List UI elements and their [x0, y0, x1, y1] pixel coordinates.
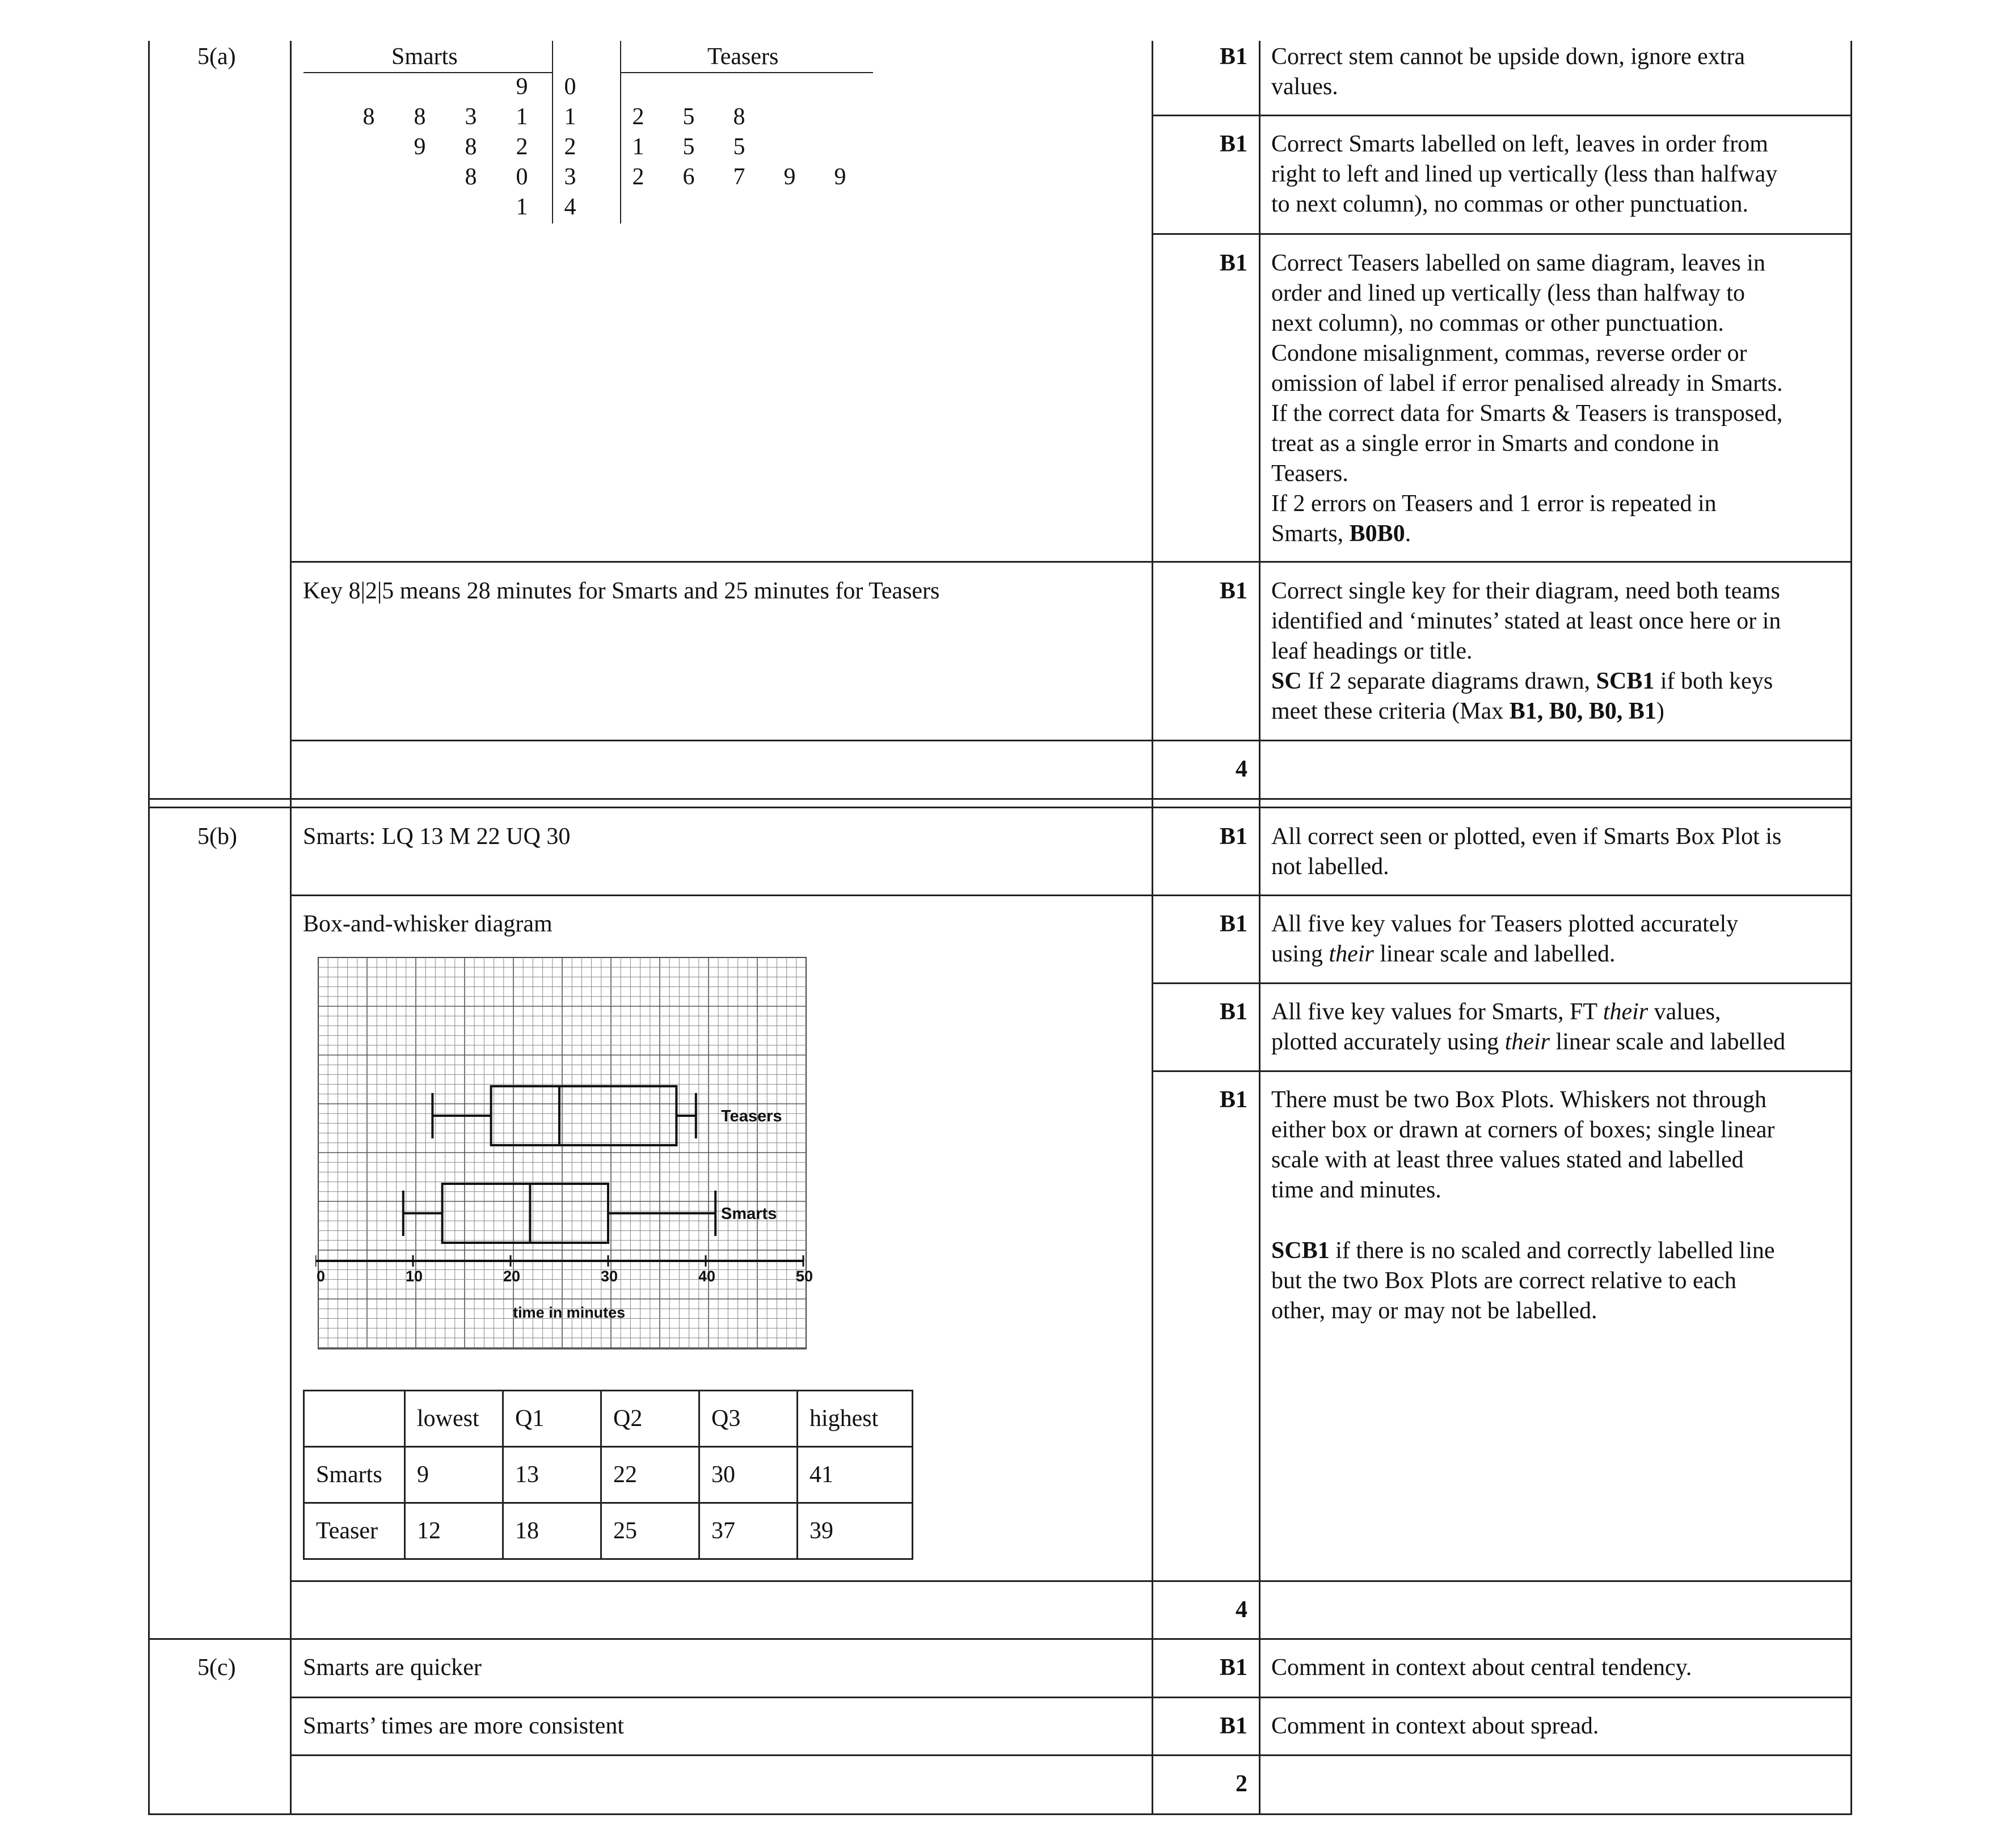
guidance-5b-4: There must be two Box Plots. Whiskers not through either box or drawn at corners of boxes; single linear scale with at least three values stated and labelled time and minutes. — [1271, 1087, 1775, 1203]
summary-cell: 18 — [503, 1503, 601, 1559]
total-5b: 4 — [1236, 1597, 1247, 1623]
guidance-5a-3: Correct Teasers labelled on same diagram, leaves in order and lined up vertically (less than halfway to next column), no commas or other punctuation. Condone misalignment, commas, reverse order or omission of label if error penalised already in Smarts. If the correct data for Smarts & Teasers is transposed, treat as a single error in Smarts and condone in Teasers. If 2 errors on Teasers and 1 error is repeated in Smarts, B0B0. — [1271, 250, 1783, 547]
summary-header-cell — [304, 1391, 405, 1447]
mark-5b-1: B1 — [1219, 824, 1247, 850]
series-label: Teasers — [721, 1107, 782, 1125]
guidance-5a-1: Correct stem cannot be upside down, ignore extra values. — [1271, 44, 1746, 100]
diagram-heading: Box-and-whisker diagram — [303, 911, 553, 937]
answer-5c-1: Smarts are quicker — [303, 1655, 482, 1681]
smarts-leaf: 2 — [516, 134, 528, 160]
guidance-5a-2: Correct Smarts labelled on left, leaves in order from right to left and lined up vertically (less than halfway to next column), no commas or other punctuation. — [1271, 131, 1778, 217]
summary-row-teaser — [304, 1503, 913, 1559]
smarts-leaf: 3 — [465, 104, 477, 130]
summary-row-smarts — [304, 1447, 913, 1503]
answer-5c-2: Smarts’ times are more consistent — [303, 1713, 625, 1739]
teasers-leaf: 6 — [682, 164, 695, 190]
stem-value: 4 — [564, 194, 576, 220]
teasers-leaf: 1 — [632, 134, 644, 160]
mark-5b-3: B1 — [1219, 999, 1247, 1025]
summary-header-cell: highest — [798, 1391, 913, 1447]
stem-value: 1 — [564, 104, 576, 130]
guidance-5b-2: All five key values for Teasers plotted accurately using their linear scale and labelled. — [1271, 911, 1739, 967]
teasers-leaf: 9 — [783, 164, 796, 190]
teasers-leaf: 5 — [682, 104, 695, 130]
smarts-leaf: 8 — [465, 134, 477, 160]
summary-cell: Teaser — [304, 1503, 405, 1559]
total-5c: 2 — [1236, 1771, 1247, 1797]
mark-5b-4: B1 — [1219, 1087, 1247, 1113]
mark-5a-1: B1 — [1219, 44, 1247, 70]
summary-header-cell: Q2 — [601, 1391, 699, 1447]
summary-cell: 37 — [699, 1503, 798, 1559]
x-tick-label: 10 — [405, 1268, 423, 1285]
teasers-leaf: 9 — [834, 164, 846, 190]
smarts-leaf: 1 — [516, 194, 528, 220]
summary-cell: 13 — [503, 1447, 601, 1503]
summary-cell: 25 — [601, 1503, 699, 1559]
smarts-leaf: 1 — [516, 104, 528, 130]
mark-5a-2: B1 — [1219, 131, 1247, 157]
summary-cell: Smarts — [304, 1447, 405, 1503]
stem-value: 2 — [564, 134, 576, 160]
summary-header-row — [304, 1391, 913, 1447]
guidance-5c-2: Comment in context about spread. — [1271, 1713, 1599, 1739]
smarts-leaf: 9 — [516, 74, 528, 100]
total-5a: 4 — [1236, 756, 1247, 782]
teasers-header: Teasers — [707, 44, 779, 70]
smarts-leaf: 9 — [414, 134, 426, 160]
mark-5c-1: B1 — [1219, 1655, 1247, 1681]
stem-value: 3 — [564, 164, 576, 190]
smarts-leaf: 0 — [516, 164, 528, 190]
summary-cell: 41 — [798, 1447, 913, 1503]
summary-header-cell: Q1 — [503, 1391, 601, 1447]
x-tick-label: 30 — [600, 1268, 618, 1285]
summary-table — [303, 1390, 913, 1560]
mark-5c-2: B1 — [1219, 1713, 1247, 1739]
guidance-5a-4: Correct single key for their diagram, need both teams identified and ‘minutes’ stated at least once here or in leaf headings or title. SC If 2 separate diagrams drawn, SCB1 if both keys meet these criteria (Max B1, B0, B0, B1) — [1271, 578, 1781, 724]
mark-5a-3: B1 — [1219, 250, 1247, 276]
question-label-5b: 5(b) — [197, 824, 237, 850]
question-label-5a: 5(a) — [197, 44, 236, 70]
summary-header-cell: lowest — [405, 1391, 503, 1447]
series-label: Smarts — [721, 1205, 777, 1223]
summary-cell: 9 — [405, 1447, 503, 1503]
guidance-5c-1: Comment in context about central tendency. — [1271, 1655, 1692, 1681]
smarts-leaf: 8 — [362, 104, 375, 130]
summary-cell: 12 — [405, 1503, 503, 1559]
teasers-leaf: 5 — [682, 134, 695, 160]
mark-5a-4: B1 — [1219, 578, 1247, 604]
teasers-leaf: 5 — [733, 134, 745, 160]
teasers-leaf: 7 — [733, 164, 745, 190]
teasers-leaf: 8 — [733, 104, 745, 130]
x-tick-label: 0 — [317, 1268, 326, 1285]
teasers-leaf: 2 — [632, 164, 644, 190]
guidance-5b-5: SCB1 if there is no scaled and correctly labelled line but the two Box Plots are correct relative to each other, may or may not be labelled. — [1271, 1238, 1775, 1324]
box-whisker-chart — [315, 955, 815, 1352]
teasers-leaf: 2 — [632, 104, 644, 130]
smarts-leaf: 8 — [465, 164, 477, 190]
summary-cell: 39 — [798, 1503, 913, 1559]
summary-cell: 30 — [699, 1447, 798, 1503]
quartiles-text: Smarts: LQ 13 M 22 UQ 30 — [303, 824, 571, 850]
summary-cell: 22 — [601, 1447, 699, 1503]
smarts-leaf: 8 — [414, 104, 426, 130]
mark-5b-2: B1 — [1219, 911, 1247, 937]
x-tick-label: 50 — [795, 1268, 813, 1285]
x-tick-label: 20 — [503, 1268, 521, 1285]
summary-header-cell: Q3 — [699, 1391, 798, 1447]
x-tick-label: 40 — [698, 1268, 716, 1285]
key-text: Key 8|2|5 means 28 minutes for Smarts and 25 minutes for Teasers — [303, 578, 940, 604]
stem-value: 0 — [564, 74, 576, 100]
header-underline-right — [621, 72, 873, 73]
guidance-5b-3: All five key values for Smarts, FT their values, plotted accurately using their linear scale and labelled — [1271, 999, 1786, 1055]
question-label-5c: 5(c) — [197, 1655, 236, 1681]
x-axis-label: time in minutes — [513, 1304, 626, 1321]
guidance-5b-1: All correct seen or plotted, even if Smarts Box Plot is not labelled. — [1271, 824, 1782, 880]
smarts-header: Smarts — [391, 44, 458, 70]
